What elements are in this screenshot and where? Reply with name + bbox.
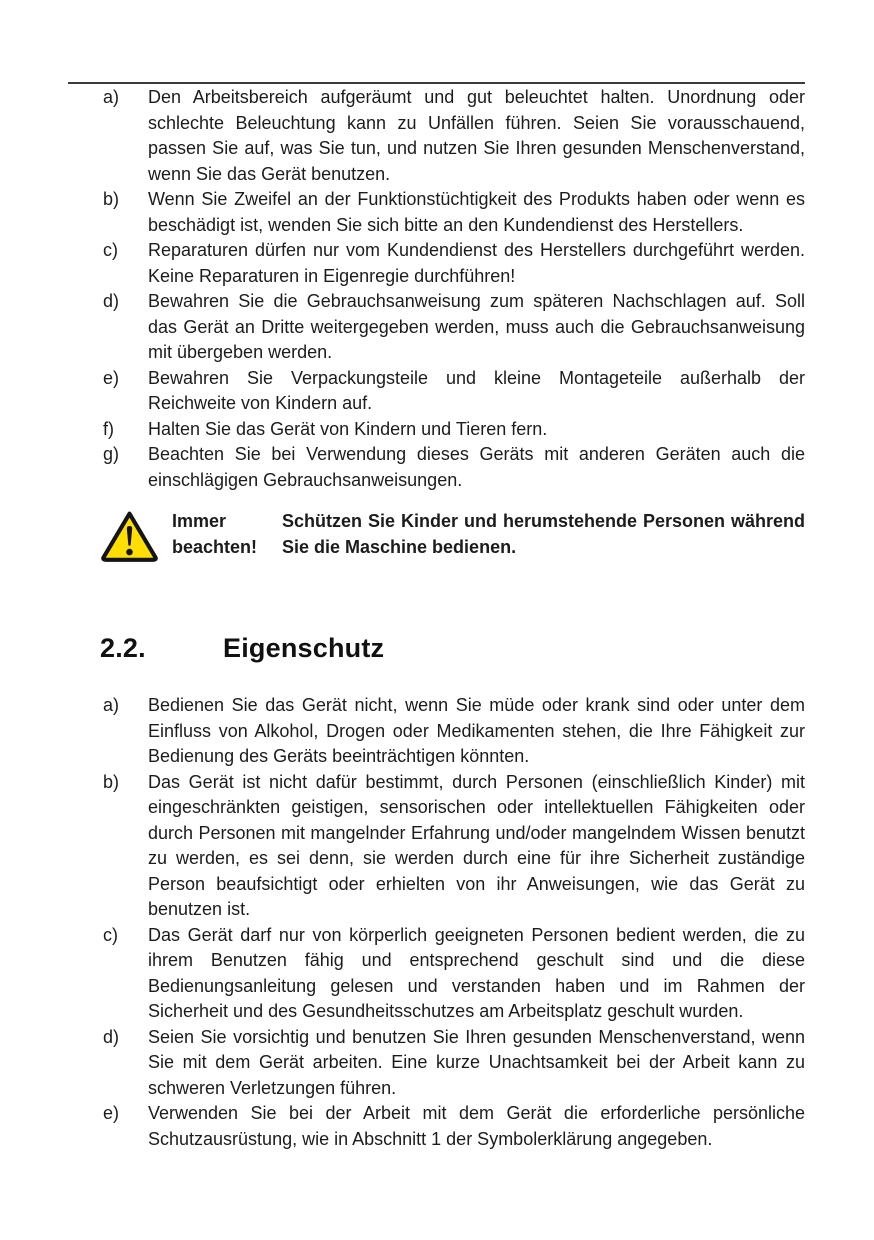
warning-label: Immer beachten!	[172, 511, 258, 557]
list-item-marker: e)	[103, 1103, 120, 1123]
list-item-marker: c)	[103, 924, 118, 945]
list-item-text: Bewahren Sie Verpackungsteile und kleine Montageteile außerhalb der Reichweite von Kindern auf.	[148, 367, 805, 413]
list-item	[103, 366, 805, 417]
header-rule	[68, 82, 805, 84]
list-item-text: Halten Sie das Gerät von Kindern und Tieren fern.	[148, 418, 548, 439]
safety-instruction-list	[103, 85, 805, 493]
list-item	[103, 1101, 805, 1152]
warning-triangle-icon	[100, 508, 159, 563]
list-item-marker: d)	[103, 1026, 120, 1047]
list-item	[103, 1025, 805, 1102]
list-item-text: Verwenden Sie bei der Arbeit mit dem Gerät die erforderliche persönliche Schutzausrüstung, wie in Abschnitt 1 der Symbolerklärung angegeben.	[148, 1103, 805, 1149]
warning-message: Schützen Sie Kinder und herumstehende Personen während Sie die Maschine bedienen.	[282, 511, 805, 557]
list-item	[103, 770, 805, 923]
list-item-text: Das Gerät darf nur von körperlich geeigneten Personen bedient werden, die zu ihrem Benutzen fähig und entsprechend geschult sind und die diese Bedienungsanleitung gelesen und verstanden haben und im Rahmen der Sicherheit und des Gesundheitsschutzes am Arbeitsplatz geschult wurden.	[148, 924, 805, 1021]
list-item-text: Wenn Sie Zweifel an der Funktionstüchtigkeit des Produkts haben oder wenn es beschädigt ist, wenden Sie sich bitte an den Kundendienst des Herstellers.	[148, 189, 805, 235]
list-item-marker: d)	[103, 291, 120, 311]
list-item-text: Bedienen Sie das Gerät nicht, wenn Sie müde oder krank sind oder unter dem Einfluss von Alkohol, Drogen oder Medikamenten stehen, die Ihre Fähigkeit zur Bedienung des Geräts beeinträchtigen könnten.	[148, 695, 805, 766]
list-item-text: Das Gerät ist nicht dafür bestimmt, durch Personen (einschließlich Kinder) mit eingeschränkten geistigen, sensorischen oder intellektuellen Fähigkeiten oder durch Personen mit mangelnder Erfahrung und/oder mangelndem Wissen benutzt zu werden, es sei denn, sie werden durch eine für ihre Sicherheit zuständige Person beaufsichtigt oder erhielten von ihr Anweisungen, wie das Gerät zu benutzen ist.	[148, 771, 805, 919]
list-item-marker: b)	[103, 771, 120, 792]
list-item-marker: b)	[103, 189, 120, 209]
section-title: Eigenschutz	[223, 633, 385, 663]
list-item-text: Bewahren Sie die Gebrauchsanweisung zum späteren Nachschlagen auf. Soll das Gerät an Dritte weitergegeben werden, muss auch die Gebrauchsanweisung mit übergeben werden.	[148, 291, 805, 362]
list-item-marker: a)	[103, 695, 120, 715]
list-item-text: Den Arbeitsbereich aufgeräumt und gut beleuchtet halten. Unordnung oder schlechte Beleuchtung kann zu Unfällen führen. Seien Sie vorausschauend, passen Sie auf, was Sie tun, und nutzen Sie Ihren gesunden Menschenverstand, wenn Sie das Gerät benutzen.	[148, 87, 805, 184]
list-item	[103, 693, 805, 770]
list-item	[103, 289, 805, 366]
list-item	[103, 187, 805, 238]
list-item-text: Seien Sie vorsichtig und benutzen Sie Ihren gesunden Menschenverstand, wenn Sie mit dem Gerät arbeiten. Eine kurze Unachtsamkeit bei der Arbeit kann zu schweren Verletzungen führen.	[148, 1026, 805, 1098]
list-item	[103, 923, 805, 1025]
list-item-text: Beachten Sie bei Verwendung dieses Geräts mit anderen Geräten auch die einschlägigen Gebrauchsanweisungen.	[148, 444, 805, 490]
list-item-marker: a)	[103, 87, 120, 107]
section-number: 2.2.	[100, 633, 146, 663]
warning-callout	[100, 508, 805, 563]
list-item	[103, 238, 805, 289]
list-item	[103, 442, 805, 493]
list-item-marker: c)	[103, 240, 118, 260]
list-item-marker: f)	[103, 418, 114, 439]
list-item-text: Reparaturen dürfen nur vom Kundendienst des Herstellers durchgeführt werden. Keine Reparaturen in Eigenregie durchführen!	[148, 240, 805, 286]
list-item-marker: g)	[103, 444, 120, 464]
list-item	[103, 85, 805, 187]
list-item-marker: e)	[103, 367, 120, 388]
section-heading	[100, 633, 384, 664]
self-protection-list	[103, 693, 805, 1152]
list-item	[103, 417, 805, 443]
